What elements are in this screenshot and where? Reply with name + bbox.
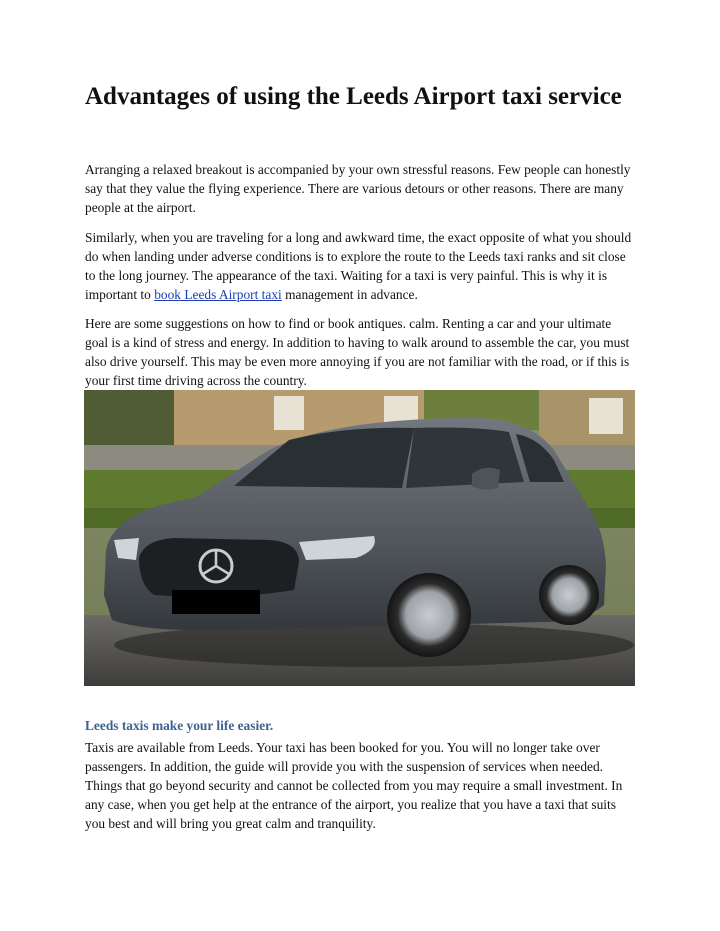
booking-text-after: management in advance.: [281, 287, 418, 302]
closing-paragraph: Taxis are available from Leeds. Your taxi has been booked for you. You will no longer take over passengers. In addition, the guide will provide you with the suspension of services when needed. Things that go beyond security and cannot be collected from you may require a small investment. In any case, when you get help at the entrance of the airport, you realize that you have a taxi that suits you best and will bring you great calm and tranquility.: [85, 740, 623, 831]
section-subheading: Leeds taxis make your life easier.: [85, 718, 274, 733]
booking-text-before: Similarly, when you are traveling for a long and awkward time, the exact opposite of what you should do when landing under adverse conditions is to explore the route to the Leeds taxi ranks and sit close to the long journey. The appearance of the taxi. Waiting for a taxi is very painful. This is why it is important to: [85, 230, 632, 302]
car-photo: [84, 390, 635, 686]
book-taxi-link[interactable]: book Leeds Airport taxi: [154, 287, 282, 302]
page-title: Advantages of using the Leeds Airport taxi service: [85, 83, 622, 110]
suggestions-paragraph: Here are some suggestions on how to find or book antiques. calm. Renting a car and your ultimate goal is a kind of stress and energy. In addition to having to walk around to assemble the car, you must also drive yourself. This may be even more annoying if you are not familiar with the road, or if this is your first time driving across the country.: [85, 316, 630, 388]
intro-paragraph: Arranging a relaxed breakout is accompanied by your own stressful reasons. Few people can honestly say that they value the flying experience. There are various detours or other reasons. There are many people at the airport.: [85, 162, 631, 215]
booking-paragraph: [85, 228, 637, 304]
